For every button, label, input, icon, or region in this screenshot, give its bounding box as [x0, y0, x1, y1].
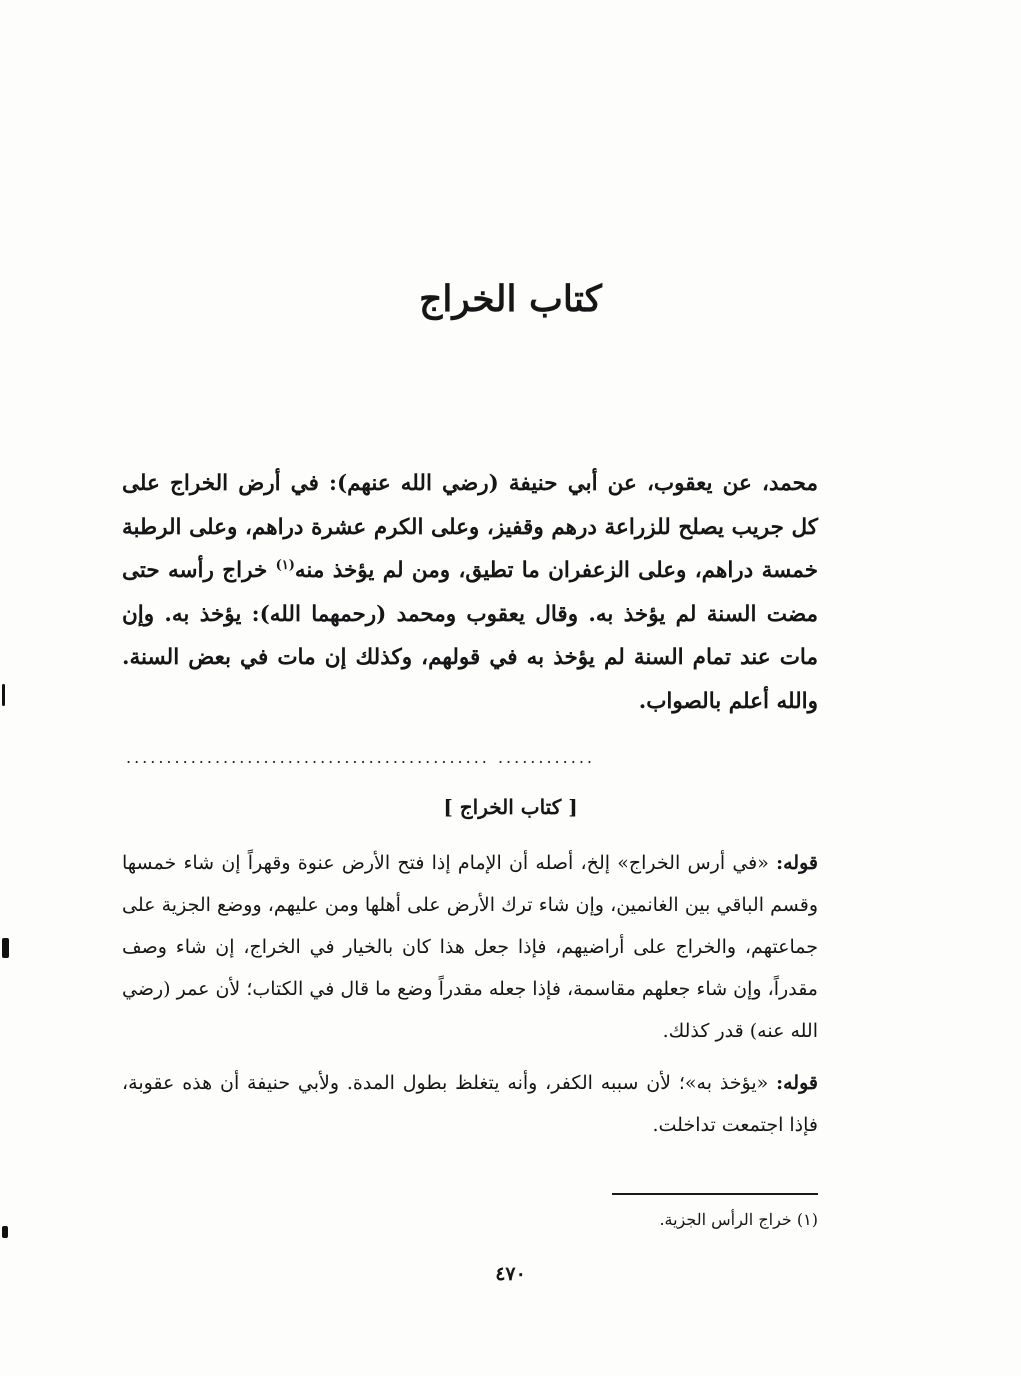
- scan-speck: [2, 1226, 8, 1238]
- commentary-lead: قوله:: [776, 852, 818, 874]
- scan-speck: [2, 684, 5, 706]
- commentary: [122, 842, 818, 1156]
- footnote-rule: [612, 1193, 818, 1195]
- commentary-text: «يؤخذ به»؛ لأن سببه الكفر، وأنه يتغلظ بطول المدة. ولأبي حنيفة أن هذه عقوبة، فإذا اجتمعت تداخلت.: [122, 1072, 818, 1136]
- page-number: ٤٧٠: [495, 1263, 526, 1285]
- main-text-part-2: خراج رأسه حتى مضت السنة لم يؤخذ به. وقال يعقوب ومحمد (رحمهما الله): يؤخذ به. وإن مات عند تمام السنة لم يؤخذ به في قولهم، وكذلك إن مات في بعض السنة. والله أعلم بالصواب.: [122, 558, 818, 714]
- footnote-marker: (١): [275, 557, 295, 573]
- dotted-divider: ............................................. ............: [126, 751, 595, 765]
- page-title: كتاب الخراج: [419, 278, 602, 320]
- commentary-paragraph: [122, 842, 818, 1052]
- footnote: (١) خراج الرأس الجزية.: [659, 1210, 818, 1229]
- commentary-paragraph: [122, 1062, 818, 1146]
- scan-speck: [2, 938, 9, 958]
- main-text-part-1: محمد، عن يعقوب، عن أبي حنيفة (رضي الله عنهم): في أرض الخراج على كل جريب يصلح للزراعة درهم وقفيز، وعلى الكرم عشرة دراهم، وعلى الرطبة خمسة دراهم، وعلى الزعفران ما تطيق، ومن لم يؤخذ منه: [122, 471, 818, 583]
- section-title: [ كتاب الخراج ]: [443, 795, 578, 819]
- commentary-text: «في أرس الخراج» إلخ، أصله أن الإمام إذا فتح الأرض عنوة وقهراً إن شاء خمسها وقسم الباقي بين الغانمين، وإن شاء ترك الأرض على أهلها ومن عليهم، ووضع الجزية على جماعتهم، والخراج على أراضيهم، فإذا جعل هذا كان بالخيار في الخراج، إن شاء وصف مقدراً، وإن شاء جعلهم مقاسمة، فإذا جعله مقدراً وضع ما قال في الكتاب؛ لأن عمر (رضي الله عنه) قدر كذلك.: [122, 852, 818, 1042]
- main-text: [122, 462, 818, 723]
- commentary-lead: قوله:: [776, 1072, 818, 1094]
